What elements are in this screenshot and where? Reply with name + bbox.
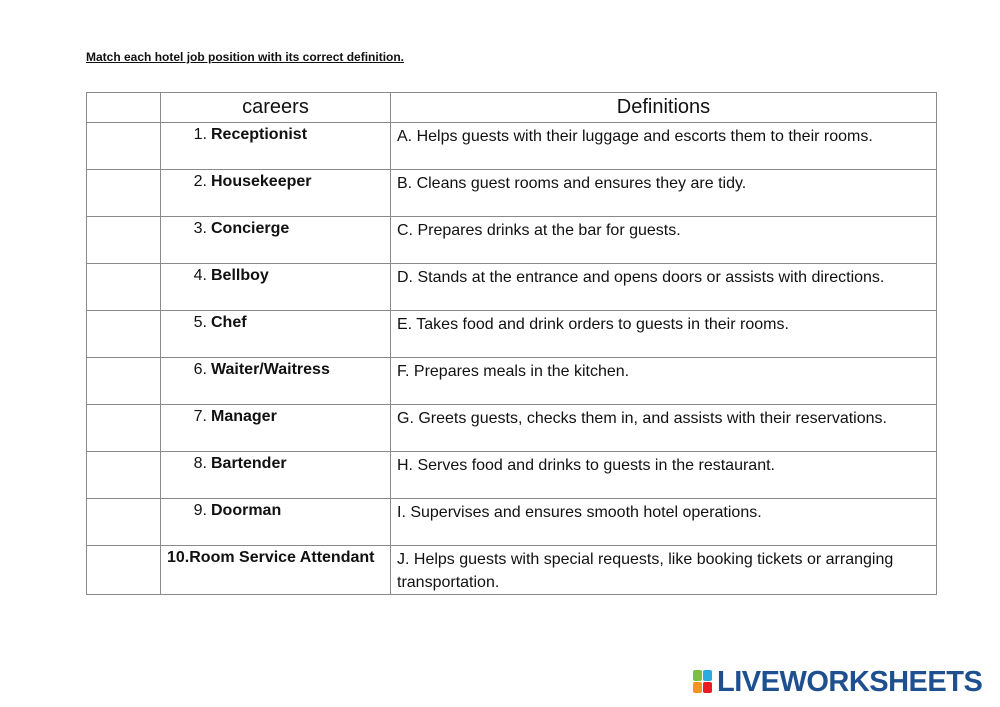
answer-cell[interactable] <box>87 217 161 264</box>
table-row <box>87 405 937 452</box>
answer-cell[interactable] <box>87 452 161 499</box>
career-number: 1. <box>193 126 207 143</box>
definition-text: J. Helps guests with special requests, like booking tickets or arranging transportation. <box>397 551 894 591</box>
logo-mark-icon <box>693 670 713 694</box>
answer-cell[interactable] <box>87 405 161 452</box>
answer-cell[interactable] <box>87 123 161 170</box>
answer-cell[interactable] <box>87 170 161 217</box>
career-cell: 10.Room Service Attendant <box>167 549 375 566</box>
career-cell <box>161 311 390 332</box>
table-row <box>87 217 937 264</box>
definition-text: G. Greets guests, checks them in, and assists with their reservations. <box>397 410 887 427</box>
definition-text: B. Cleans guest rooms and ensures they are tidy. <box>397 175 747 192</box>
answer-cell[interactable] <box>87 311 161 358</box>
career-cell <box>161 499 390 520</box>
career-number: 6. <box>193 361 207 378</box>
instruction-text: Match each hotel job position with its correct definition. <box>86 50 405 64</box>
career-cell <box>161 123 390 144</box>
career-cell <box>161 170 390 191</box>
career-cell <box>161 264 390 285</box>
career-number: 9. <box>193 502 207 519</box>
career-cell <box>161 452 390 473</box>
definition-text: F. Prepares meals in the kitchen. <box>397 363 630 380</box>
career-number: 7. <box>193 408 207 425</box>
career-number: 3. <box>193 220 207 237</box>
career-name: Housekeeper <box>211 173 312 190</box>
table-row <box>87 264 937 311</box>
matching-table <box>86 92 937 595</box>
career-name: Bellboy <box>211 267 269 284</box>
career-name: Receptionist <box>211 126 308 143</box>
definition-text: H. Serves food and drinks to guests in the restaurant. <box>397 457 775 474</box>
table-row <box>87 311 937 358</box>
career-number: 8. <box>193 455 207 472</box>
definition-text: E. Takes food and drink orders to guests in their rooms. <box>397 316 789 333</box>
career-cell <box>161 405 390 426</box>
definitions-column-header: Definitions <box>391 93 937 123</box>
answer-cell[interactable] <box>87 499 161 546</box>
career-name: Manager <box>211 408 277 425</box>
answer-column-header <box>87 93 161 123</box>
table-row <box>87 123 937 170</box>
table-row <box>87 452 937 499</box>
logo-text: LIVEWORKSHEETS <box>717 665 983 698</box>
table-header-row <box>87 93 937 123</box>
table-row <box>87 170 937 217</box>
answer-cell[interactable] <box>87 546 161 595</box>
career-number: 2. <box>193 173 207 190</box>
career-number: 5. <box>193 314 207 331</box>
career-number: 4. <box>193 267 207 284</box>
answer-cell[interactable] <box>87 264 161 311</box>
career-name: Concierge <box>211 220 290 237</box>
career-name: Doorman <box>211 502 282 519</box>
career-name: Bartender <box>211 455 287 472</box>
career-cell <box>161 217 390 238</box>
definition-text: D. Stands at the entrance and opens doors or assists with directions. <box>397 269 885 286</box>
answer-cell[interactable] <box>87 358 161 405</box>
liveworksheets-logo <box>693 667 982 697</box>
table-row <box>87 499 937 546</box>
definition-text: A. Helps guests with their luggage and escorts them to their rooms. <box>397 128 873 145</box>
career-cell <box>161 358 390 379</box>
definition-text: C. Prepares drinks at the bar for guests. <box>397 222 681 239</box>
careers-column-header: careers <box>161 93 391 123</box>
career-name: Chef <box>211 314 247 331</box>
table-row <box>87 546 937 595</box>
table-row <box>87 358 937 405</box>
definition-text: I. Supervises and ensures smooth hotel operations. <box>397 504 762 521</box>
career-name: Waiter/Waitress <box>211 361 330 378</box>
